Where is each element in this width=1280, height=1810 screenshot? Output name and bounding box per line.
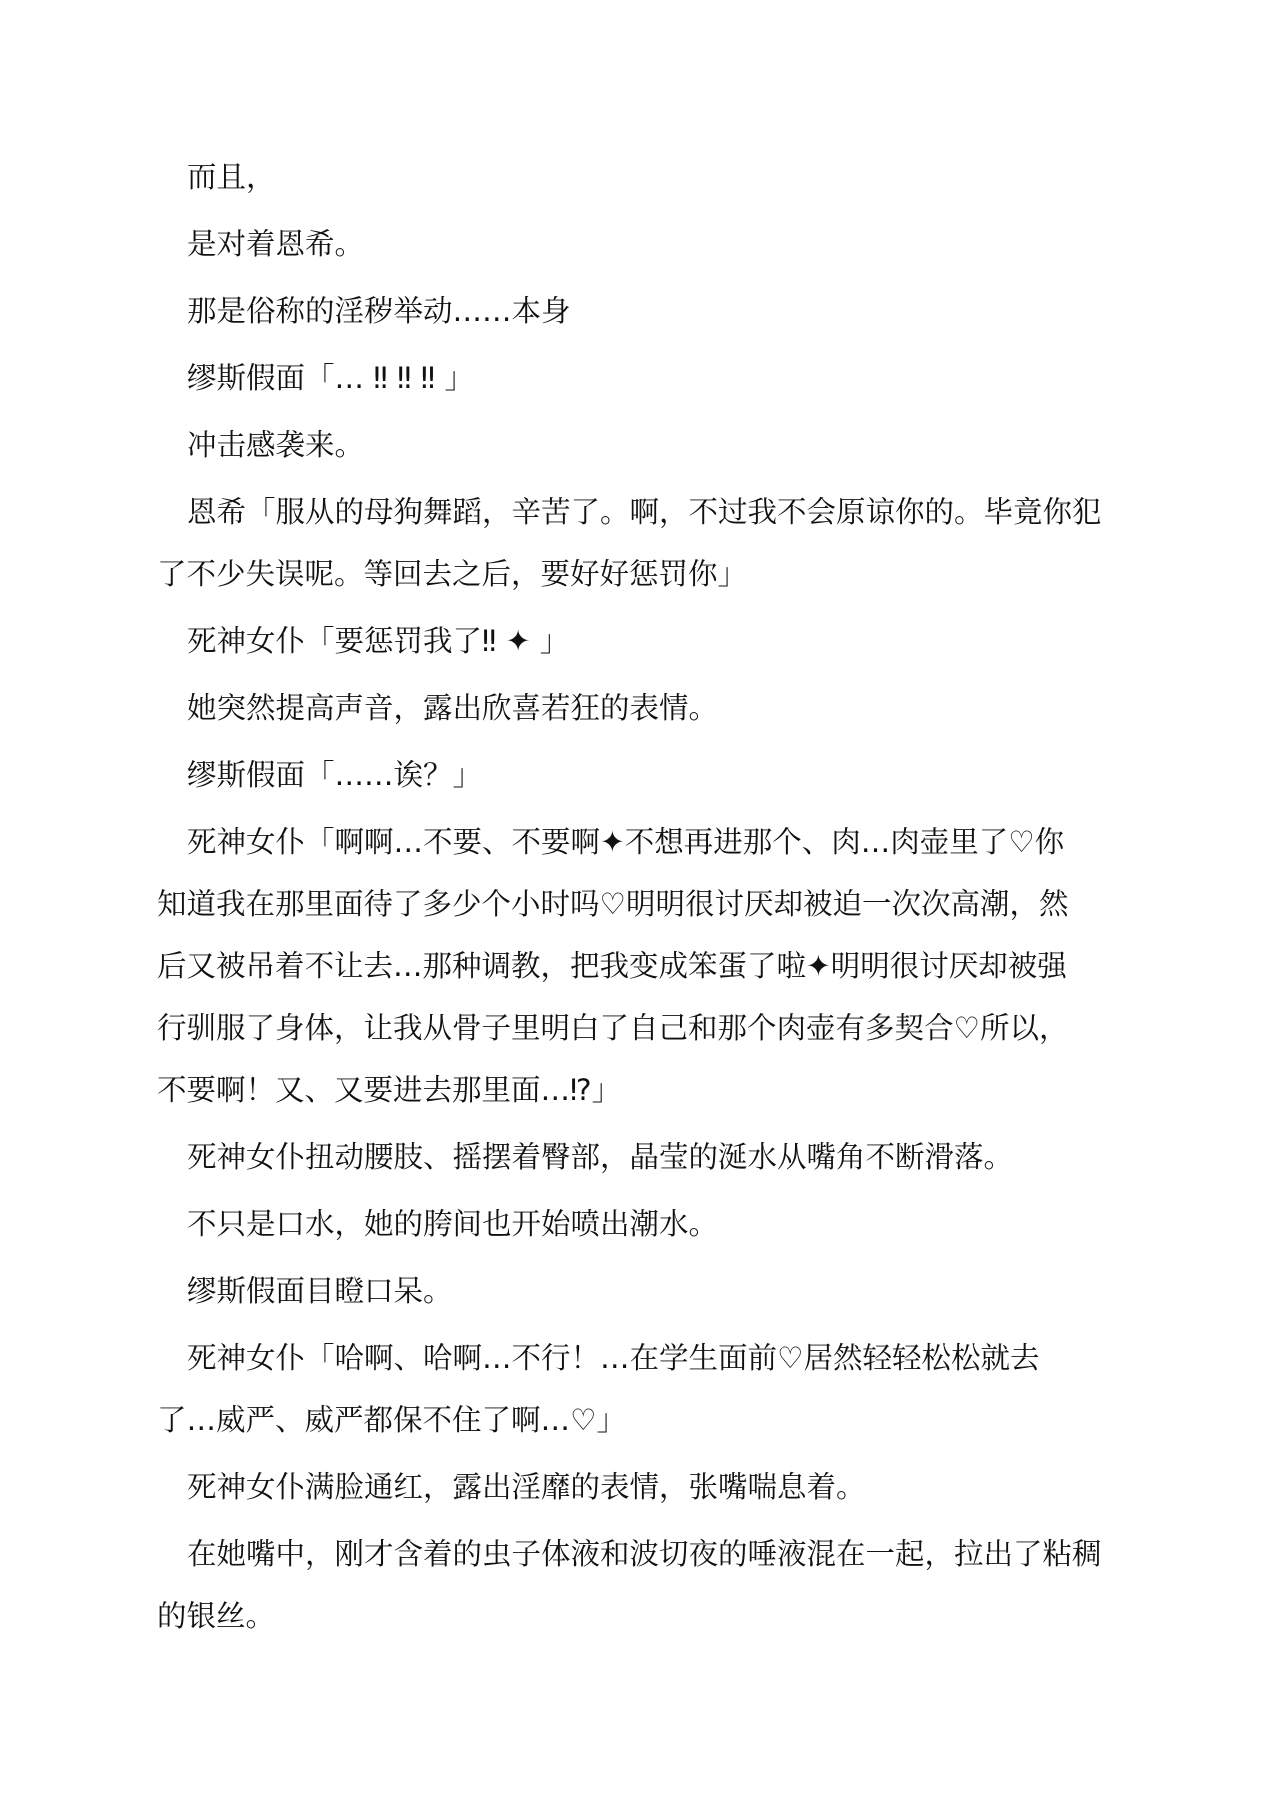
text-line: 死神女仆扭动腰肢、摇摆着臀部，晶莹的涎水从嘴角不断滑落。 xyxy=(187,1140,1014,1174)
text-line: 那是俗称的淫秽举动……本身 xyxy=(187,294,571,328)
text-line: 不只是口水，她的胯间也开始喷出潮水。 xyxy=(187,1207,719,1241)
paragraph xyxy=(157,1193,1147,1255)
paragraph xyxy=(157,1260,1147,1322)
text-line: 缪斯假面目瞪口呆。 xyxy=(187,1274,453,1308)
paragraph xyxy=(157,1327,1147,1451)
text-line: 死神女仆「要惩罚我了‼ ✦ 」 xyxy=(187,624,570,658)
paragraph xyxy=(157,213,1147,275)
text-line: 在她嘴中，刚才含着的虫子体液和波切夜的唾液混在一起，拉出了粘稠 xyxy=(187,1537,1102,1571)
text-line: 是对着恩希。 xyxy=(187,227,365,261)
paragraph xyxy=(157,677,1147,739)
paragraph xyxy=(157,414,1147,476)
text-line: 的银丝。 xyxy=(157,1599,276,1633)
text-line: 了…威严、威严都保不住了啊…♡」 xyxy=(157,1403,626,1437)
paragraph xyxy=(157,146,1147,208)
text-line: 死神女仆「哈啊、哈啊…不行！…在学生面前♡居然轻轻松松就去 xyxy=(187,1341,1040,1375)
text-line: 她突然提高声音，露出欣喜若狂的表情。 xyxy=(187,691,719,725)
paragraph xyxy=(157,811,1147,1121)
text-line: 缪斯假面「… ‼ ‼ ‼ 」 xyxy=(187,361,474,395)
paragraph xyxy=(157,481,1147,605)
text-line: 了不少失误呢。等回去之后，要好好惩罚你」 xyxy=(157,557,748,591)
document-page xyxy=(157,146,1147,1652)
paragraph xyxy=(157,347,1147,409)
paragraph xyxy=(157,744,1147,806)
text-line: 死神女仆「啊啊…不要、不要啊✦不想再进那个、肉…肉壶里了♡你 xyxy=(187,825,1065,859)
text-line: 缪斯假面「……诶？」 xyxy=(187,758,483,792)
text-line: 后又被吊着不让去…那种调教，把我变成笨蛋了啦✦明明很讨厌却被强 xyxy=(157,949,1067,983)
paragraph xyxy=(157,1126,1147,1188)
text-line: 而且， xyxy=(187,160,276,194)
text-line: 行驯服了身体，让我从骨子里明白了自己和那个肉壶有多契合♡所以， xyxy=(157,1011,1069,1045)
paragraph xyxy=(157,610,1147,672)
text-line: 恩希「服从的母狗舞蹈，辛苦了。啊，不过我不会原谅你的。毕竟你犯 xyxy=(187,495,1102,529)
text-line: 冲击感袭来。 xyxy=(187,428,365,462)
text-line: 不要啊！又、又要进去那里面…⁉」 xyxy=(157,1073,622,1107)
text-line: 死神女仆满脸通红，露出淫靡的表情，张嘴喘息着。 xyxy=(187,1470,866,1504)
paragraph xyxy=(157,280,1147,342)
paragraph xyxy=(157,1456,1147,1518)
text-line: 知道我在那里面待了多少个小时吗♡明明很讨厌却被迫一次次高潮，然 xyxy=(157,887,1069,921)
paragraph xyxy=(157,1523,1147,1647)
